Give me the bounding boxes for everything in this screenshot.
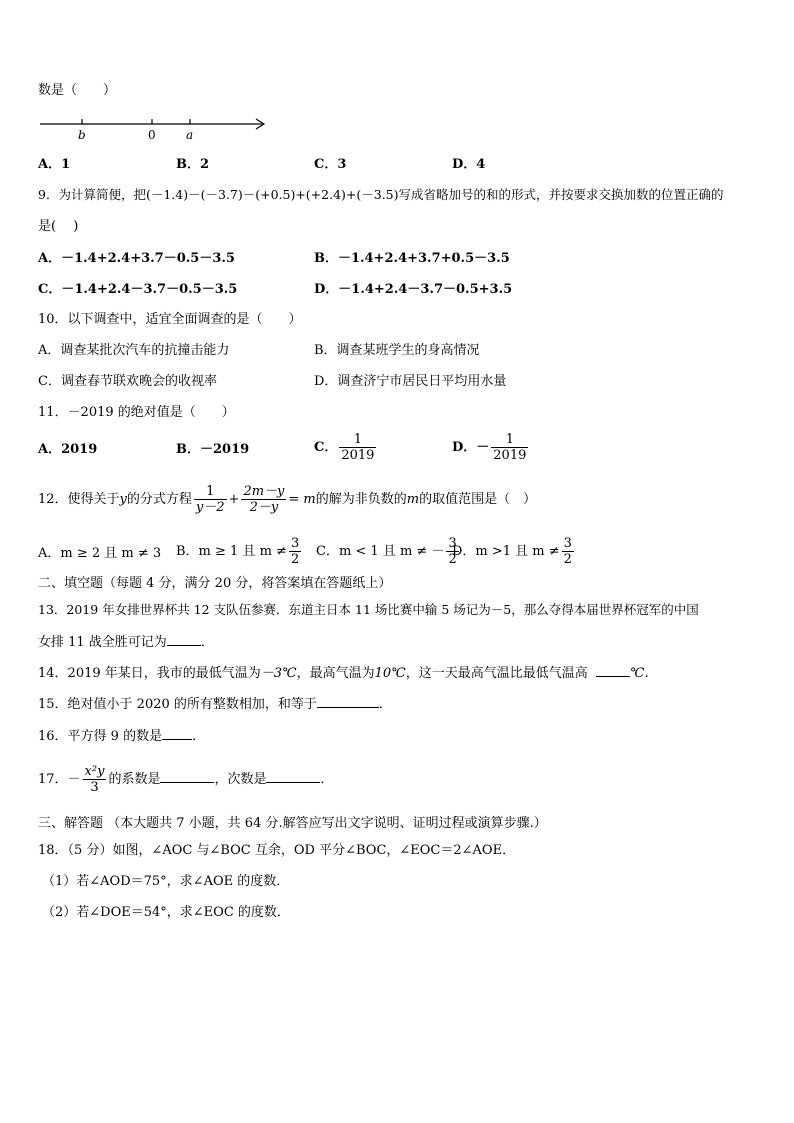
q17-degree-blank [266, 770, 320, 783]
q15-stem-text: 15．绝对值小于 2020 的所有整数相加，和等于 [38, 697, 317, 712]
q12-stem-pre: 12．使得关于 [38, 492, 120, 507]
q14-high-temp: 10℃ [374, 666, 406, 681]
q17-fraction-denominator: 3 [90, 780, 99, 795]
q12-option-b-numerator: 3 [290, 536, 300, 551]
q12-fraction-1-numerator: 1 [194, 484, 227, 500]
q10-option-b: B．调查某班学生的身高情况 [314, 343, 480, 358]
q14-stem-mid: ，最高气温为 [296, 666, 375, 681]
q10-stem: 10．以下调查中，适宜全面调查的是（ ） [38, 312, 302, 327]
label-a: a [186, 128, 194, 142]
label-zero: 0 [148, 128, 156, 142]
q12-option-c-text: C．m < 1 且 m ≠ － [316, 544, 445, 559]
q17-fraction [83, 764, 107, 795]
q12-fraction-1-denominator: y－2 [195, 500, 225, 515]
section-3-heading: 三、解答题 （本大题共 7 小题，共 64 分.解答应写出文字说明、证明过程或演算步骤.） [38, 816, 547, 831]
q11-option-d-label: D．－ [452, 440, 490, 455]
q12-option-d-text: D．m >1 且 m ≠ [452, 544, 560, 559]
q16-stem-text: 16．平方得 9 的数是 [38, 729, 163, 744]
q11-option-c-label: C． [314, 440, 338, 455]
q9-option-b: B．－1.4+2.4+3.7+0.5－3.5 [314, 251, 510, 266]
q10-option-c: C．调查春节联欢晚会的收视率 [38, 374, 217, 389]
q17-stem-mid: 的系数是 [108, 772, 161, 787]
q13-stem-line2 [38, 633, 214, 652]
q8-option-b: B．2 [176, 157, 210, 172]
q16-period: ． [192, 729, 206, 744]
q17-coefficient-blank [160, 770, 214, 783]
q11-option-d-denominator: 2019 [493, 448, 527, 463]
q11-option-b: B．－2019 [176, 442, 250, 457]
q12-option-b-text: B．m ≥ 1 且 m ≠ [176, 544, 287, 559]
q13-period: ． [200, 635, 214, 650]
q16-answer-blank [162, 727, 192, 740]
q9-stem-line1: 9．为计算简便，把(－1.4)－(－3.7)－(+0.5)+(+2.4)+(－3.5)写成省略加号的和的形式，并按要求交换加数的位置正确的 [38, 187, 724, 202]
q14-low-temp: －3℃ [260, 666, 297, 681]
q12-option-b-denominator: 2 [290, 552, 300, 567]
q12-fraction-2-denominator: 2－y [249, 500, 279, 515]
q12-equals-m: = m [288, 492, 316, 507]
q11-stem: 11．－2019 的绝对值是（ ） [38, 405, 235, 420]
label-b: b [78, 128, 86, 142]
q9-option-a: A．－1.4+2.4+3.7－0.5－3.5 [38, 251, 235, 266]
q8-option-a: A．1 [38, 157, 71, 172]
q11-option-d [452, 432, 530, 463]
q9-option-d: D．－1.4+2.4－3.7－0.5+3.5 [314, 282, 513, 297]
q12-stem-post: 的取值范围是（ ） [419, 492, 537, 507]
q13-answer-blank [167, 633, 201, 646]
q18-stem: 18．（5 分）如图，∠AOC 与∠BOC 互余，OD 平分∠BOC，∠EOC＝2∠AOE． [38, 843, 516, 858]
q11-option-d-numerator: 1 [491, 432, 528, 448]
q17-stem-mid2: ，次数是 [214, 772, 267, 787]
q15-period: ． [378, 697, 392, 712]
q14-stem-pre: 14．2019 年某日，我市的最低气温为 [38, 666, 261, 681]
section-2-heading: 二、填空题（每题 4 分，满分 20 分，将答案填在答题纸上） [38, 576, 392, 591]
q12-option-d [452, 536, 576, 567]
q11-option-c-denominator: 2019 [341, 448, 375, 463]
number-line-figure [38, 112, 278, 144]
q16-stem [38, 727, 205, 746]
q10-option-d: D．调查济宁市居民日平均用水量 [314, 374, 507, 389]
q8-option-d: D．4 [452, 157, 486, 172]
q12-option-a: A．m ≥ 2 且 m ≠ 3 [38, 546, 162, 561]
q11-option-a: A．2019 [38, 442, 98, 457]
q15-stem [38, 695, 392, 714]
q12-option-d-fraction [562, 536, 574, 567]
q12-plus: + [228, 492, 240, 507]
q12-option-b-fraction [289, 536, 301, 567]
q9-option-c: C．－1.4+2.4－3.7－0.5－3.5 [38, 282, 238, 297]
q12-option-c-numerator: 3 [448, 536, 457, 551]
q13-stem-line1: 13．2019 年女排世界杯共 12 支队伍参赛．东道主日本 11 场比赛中输 5 场记为－5，那么夺得本届世界杯冠军的中国 [38, 602, 699, 617]
q12-stem-mid2: 的解为非负数的 [315, 492, 407, 507]
q12-stem-mid1: 的分式方程 [126, 492, 192, 507]
q18-part-2: （2）若∠DOE＝54°，求∠EOC 的度数． [42, 905, 290, 920]
q18-part-1: （1）若∠AOD＝75°，求∠AOE 的度数． [42, 874, 290, 889]
q12-option-d-numerator: 3 [563, 536, 572, 551]
q14-unit: ℃． [629, 666, 658, 681]
q12-stem [38, 484, 536, 515]
q10-option-a: A．调查某批次汽车的抗撞击能力 [38, 343, 230, 358]
q13-stem-text: 女排 11 战全胜可记为 [38, 635, 167, 650]
q11-option-c-fraction [339, 432, 376, 463]
q17-period: ． [320, 772, 334, 787]
q12-option-c-denominator: 2 [448, 552, 457, 567]
q12-fraction-1 [194, 484, 227, 515]
q12-fraction-2 [241, 484, 286, 515]
q12-option-c [316, 536, 461, 567]
q17-stem [38, 764, 333, 795]
q12-option-b [176, 536, 303, 567]
q15-answer-blank [317, 695, 379, 708]
q14-stem [38, 664, 657, 683]
q12-var-y: y [119, 492, 127, 507]
q11-option-d-fraction [491, 432, 528, 463]
q8-option-c: C．3 [314, 157, 347, 172]
q11-option-c [314, 432, 378, 463]
q12-option-d-denominator: 2 [563, 552, 572, 567]
q9-stem-line2: 是( ) [38, 219, 79, 234]
q14-answer-blank [596, 664, 630, 677]
q12-fraction-2-numerator: 2m－y [243, 484, 285, 499]
q11-option-c-numerator: 1 [339, 432, 376, 448]
q8-stem-tail: 数是（ ） [38, 83, 117, 98]
q14-stem-post: ，这一天最高气温比最低气温高 [405, 666, 588, 681]
q17-fraction-numerator: x²y [84, 764, 105, 779]
q12-var-m: m [406, 492, 420, 507]
q17-stem-pre: 17．－ [38, 772, 81, 787]
